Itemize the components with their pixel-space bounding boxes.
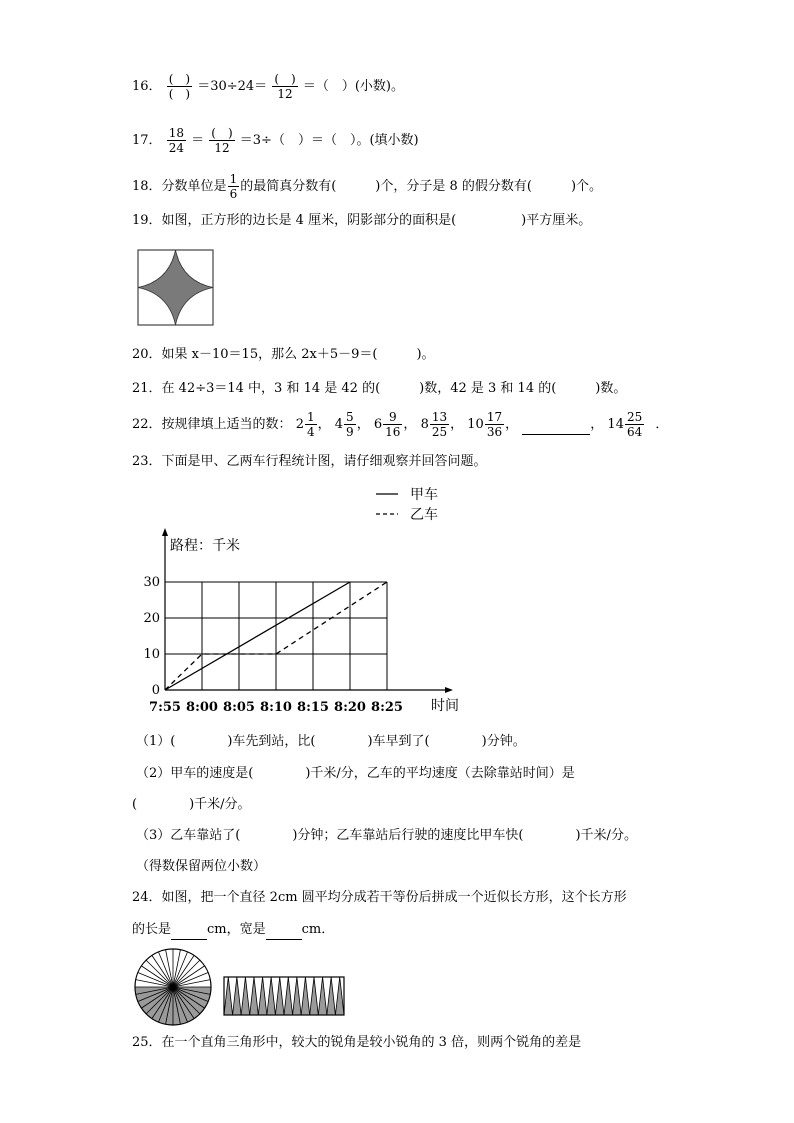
x-axis-label: 时间 — [431, 698, 459, 714]
approx-rectangle-figure — [222, 975, 346, 1017]
question-25: 25．在一个直角三角形中，较大的锐角是较小锐角的 3 倍，则两个锐角的差是 — [132, 1035, 582, 1050]
question-17: 17． $\frac{18}{24}$ ＝ $\frac{( )}{12}$ ＝3÷（ ）＝（ ）。(填小数) — [132, 126, 419, 155]
x-tick-label: 8:05 — [223, 700, 255, 715]
question-24-line-1: 24．如图，把一个直径 2cm 圆平均分成若干等份后拼成一个近似长方形，这个长方形 — [132, 890, 627, 905]
shaded-sector — [241, 977, 250, 1015]
y-tick-label: 30 — [143, 575, 160, 590]
y-tick-label: 10 — [143, 647, 160, 662]
x-tick-label: 8:25 — [371, 700, 403, 715]
shaded-sector — [310, 977, 319, 1015]
travel-chart — [140, 482, 480, 722]
question-number: 17． — [132, 133, 162, 148]
fraction: $\frac{1}{6}$ — [229, 172, 238, 201]
series-line — [165, 582, 350, 690]
x-tick-label: 8:20 — [334, 700, 366, 715]
shaded-sector — [318, 977, 327, 1015]
mixed-number: 14 $\frac{25}{64}$ — [607, 410, 643, 439]
answer-blank[interactable] — [266, 921, 302, 940]
y-axis-arrow — [162, 528, 168, 536]
question-23-part-2b: ( )千米/分。 — [132, 797, 251, 812]
question-number: 16． — [132, 79, 162, 94]
y-axis-label: 路程：千米 — [170, 538, 240, 554]
x-tick-label: 8:00 — [186, 700, 218, 715]
answer-blank[interactable] — [522, 416, 590, 435]
question-23-part-1: （1）( )车先到站，比( )车早到了( )分钟。 — [136, 734, 526, 749]
fraction: $\frac{( )}{( )}$ — [168, 72, 191, 101]
question-23-part-2a: （2）甲车的速度是( )千米/分，乙车的平均速度（去除靠站时间）是 — [136, 766, 575, 781]
shaded-sector — [224, 977, 233, 1015]
shaded-sector — [258, 977, 267, 1015]
question-24-line-2: 的长是 cm，宽是 cm． — [132, 921, 334, 940]
x-tick-label: 8:10 — [260, 700, 292, 715]
fraction: $\frac{( )}{12}$ — [211, 126, 233, 155]
question-22: 22．按规律填上适当的数： 2 $\frac{1}{4}$ ， 4 $\frac{5}{9}$ ， 6 $\frac{9}{16}$ ， 8 $\frac{13}{25}$ ， 10 $\frac{17}{36}$ ， ， 14 $\frac{25}{64}$ ． — [132, 410, 669, 439]
legend-label: 甲车 — [410, 487, 438, 503]
divided-circle-figure — [133, 947, 213, 1027]
sector-line — [146, 960, 173, 987]
x-tick-label: 8:15 — [297, 700, 329, 715]
question-21: 21．在 42÷3＝14 中，3 和 14 是 42 的( )数，42 是 3 和 14 的( )数。 — [132, 381, 627, 396]
y-tick-label: 0 — [151, 683, 160, 698]
shaded-sector — [327, 977, 336, 1015]
square-star-figure — [137, 249, 215, 327]
y-tick-label: 20 — [143, 611, 160, 626]
shaded-sector — [335, 977, 344, 1015]
question-19: 19．如图，正方形的边长是 4 厘米，阴影部分的面积是( )平方厘米。 — [132, 213, 592, 228]
question-18: 18．分数单位是 $\frac{1}{6}$ 的最简真分数有( )个，分子是 8 的假分数有( )个。 — [132, 172, 603, 201]
question-20: 20．如果 x－10＝15，那么 2x＋5－9＝( )。 — [132, 347, 435, 362]
mixed-number: 4 $\frac{5}{9}$ — [334, 410, 354, 439]
shaded-sector — [267, 977, 276, 1015]
shaded-sector — [233, 977, 242, 1015]
mixed-number: 10 $\frac{17}{36}$ — [467, 410, 503, 439]
legend-label: 乙车 — [410, 507, 438, 523]
x-tick-label: 7:55 — [149, 700, 181, 715]
question-23-part-3: （3）乙车靠站了( )分钟；乙车靠站后行驶的速度比甲车快( )千米/分。 — [136, 828, 637, 843]
shaded-sector — [284, 977, 293, 1015]
sector-line — [173, 960, 200, 987]
mixed-number: 8 $\frac{13}{25}$ — [420, 410, 448, 439]
fraction: $\frac{18}{24}$ — [168, 126, 184, 155]
shaded-sector — [250, 977, 259, 1015]
shaded-sector — [301, 977, 310, 1015]
question-23-note: （得数保留两位小数） — [136, 859, 267, 874]
fraction: $\frac{( )}{12}$ — [274, 72, 296, 101]
x-axis-arrow — [445, 687, 453, 693]
mixed-number: 6 $\frac{9}{16}$ — [373, 410, 401, 439]
shaded-sector — [293, 977, 302, 1015]
question-16: 16． $\frac{( )}{( )}$ ＝30÷24＝ $\frac{( )}{12}$ ＝（ ）(小数)。 — [132, 72, 404, 101]
question-23: 23．下面是甲、乙两车行程统计图，请仔细观察并回答问题。 — [132, 454, 487, 469]
shaded-sector — [275, 977, 284, 1015]
answer-blank[interactable] — [171, 921, 207, 940]
mixed-number: 2 $\frac{1}{4}$ — [295, 410, 315, 439]
